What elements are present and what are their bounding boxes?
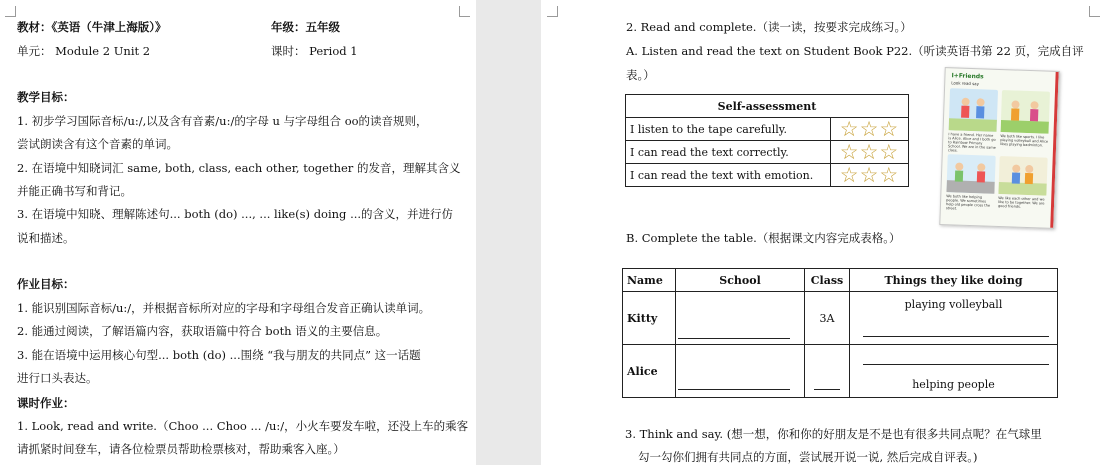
classwork-line: 1. Look, read and write.（Choo ... Choo ... /u:/，小火车要发车啦，还没上车的乘客 [17, 419, 469, 433]
book-caption: We both like sports. I like playing volleyball and Alice likes playing badminton. [1000, 134, 1049, 148]
grade-label: 年级：五年级 [271, 20, 340, 34]
taskA-line: 表。） [626, 68, 655, 82]
column-header: Class [805, 269, 850, 292]
star-rating[interactable]: ☆☆☆ [831, 141, 909, 164]
name-cell: Kitty [623, 292, 676, 345]
crop-mark [5, 6, 16, 17]
book-subtitle: Look read say [951, 80, 980, 87]
task2-title: 2. Read and complete.（读一读，按要求完成练习。） [626, 20, 912, 34]
crop-mark [459, 6, 470, 17]
teaching-goals-title: 教学目标： [17, 90, 75, 104]
column-header: Name [623, 269, 676, 292]
task3-line: 3. Think and say. (想一想，你和你的好朋友是不是也有很多共同点呢？在气球里 [625, 427, 1042, 441]
assessment-item: I can read the text correctly. [626, 141, 831, 164]
book-caption: I have a friend. Her name is Alice. Alice and I both go to Rainbow Primary School. We are in the same class. [947, 132, 996, 153]
teaching-goal-line: 2. 在语境中知晓词汇 same, both, class, each other, together 的发音，理解其含义 [17, 161, 461, 175]
star-rating[interactable]: ☆☆☆ [831, 164, 909, 187]
book-caption: We like each other and we like to be together. We are good friends. [997, 195, 1045, 209]
left-page [0, 0, 476, 465]
illustration-panel [1001, 90, 1050, 134]
self-assessment-table [625, 94, 909, 187]
friends-illustration-icon [1001, 90, 1050, 134]
illustration-panel [998, 156, 1047, 196]
crop-mark [1089, 6, 1100, 17]
book-title: I+Friends [951, 72, 984, 81]
school-answer-line[interactable] [678, 389, 790, 390]
homework-goal-line: 2. 能通过阅读，了解语篇内容，获取语篇中符合 both 语义的主要信息。 [17, 324, 388, 338]
column-header: School [676, 269, 805, 292]
class-cell: 3A [805, 292, 850, 345]
book-edge [1050, 72, 1058, 228]
homework-goal-line: 1. 能识别国际音标/u:/，并根据音标所对应的字母和字母组合发音正确认读单词。 [17, 301, 431, 315]
classwork-line: 请抓紧时间登车，请各位检票员帮助检票核对，帮助乘客入座。） [17, 442, 345, 456]
textbook-page-image [939, 67, 1059, 229]
things-cell[interactable] [850, 345, 1058, 398]
class-answer-line[interactable] [814, 389, 840, 390]
textbook-label: 教材：《英语（牛津上海版）》 [17, 20, 167, 34]
friends-illustration-icon [949, 88, 998, 132]
homework-goals-title: 作业目标： [17, 277, 75, 291]
star-rating[interactable]: ☆☆☆ [831, 118, 909, 141]
assessment-item: I listen to the tape carefully. [626, 118, 831, 141]
crop-mark [547, 6, 558, 17]
assessment-item: I can read the text with emotion. [626, 164, 831, 187]
task3-line: 勾一勾你们拥有共同点的方面，尝试展开说一说, 然后完成自评表。) [638, 450, 978, 464]
teaching-goal-line: 尝试朗读含有这个音素的单词。 [17, 137, 178, 151]
classwork-title: 课时作业： [17, 396, 75, 410]
self-assessment-header: Self-assessment [626, 95, 909, 118]
name-cell: Alice [623, 345, 676, 398]
book-caption: We both like helping people. We sometimes help old people cross the street. [945, 194, 991, 211]
friends-illustration-icon [998, 156, 1047, 196]
friends-illustration-icon [946, 154, 995, 194]
homework-goal-line: 3. 能在语境中运用核心句型... both (do) ...围绕 “我与朋友的共同点” 这一话题 [17, 348, 421, 362]
teaching-goal-line: 并能正确书写和背记。 [17, 184, 132, 198]
period-label: 课时： Period 1 [271, 44, 358, 58]
unit-label: 单元： Module 2 Unit 2 [17, 44, 151, 58]
school-blank-cell[interactable] [676, 292, 805, 345]
teaching-goal-line: 3. 在语境中知晓、理解陈述句... both (do) ..., ... like(s) doing ...的含义，并进行仿 [17, 207, 454, 221]
homework-goal-line: 进行口头表达。 [17, 371, 98, 385]
taskA-line: A. Listen and read the text on Student Book P22.（听读英语书第 22 页，完成自评 [626, 44, 1084, 58]
right-page [541, 0, 1108, 465]
teaching-goal-line: 1. 初步学习国际音标/u:/,以及含有音素/u:/的字母 u 与字母组合 oo的读音规则， [17, 114, 428, 128]
things-answer-line[interactable] [863, 364, 1049, 365]
complete-table [622, 268, 1058, 398]
teaching-goal-line: 说和描述。 [17, 231, 75, 245]
things-text: helping people [912, 378, 995, 391]
column-header: Things they like doing [850, 269, 1058, 292]
things-answer-line[interactable] [863, 336, 1049, 337]
taskB-title: B. Complete the table.（根据课文内容完成表格。） [626, 231, 901, 245]
school-answer-line[interactable] [678, 338, 790, 339]
illustration-panel [946, 154, 995, 194]
page-gap [476, 0, 541, 465]
things-text: playing volleyball [904, 298, 1003, 311]
illustration-panel [949, 88, 998, 132]
